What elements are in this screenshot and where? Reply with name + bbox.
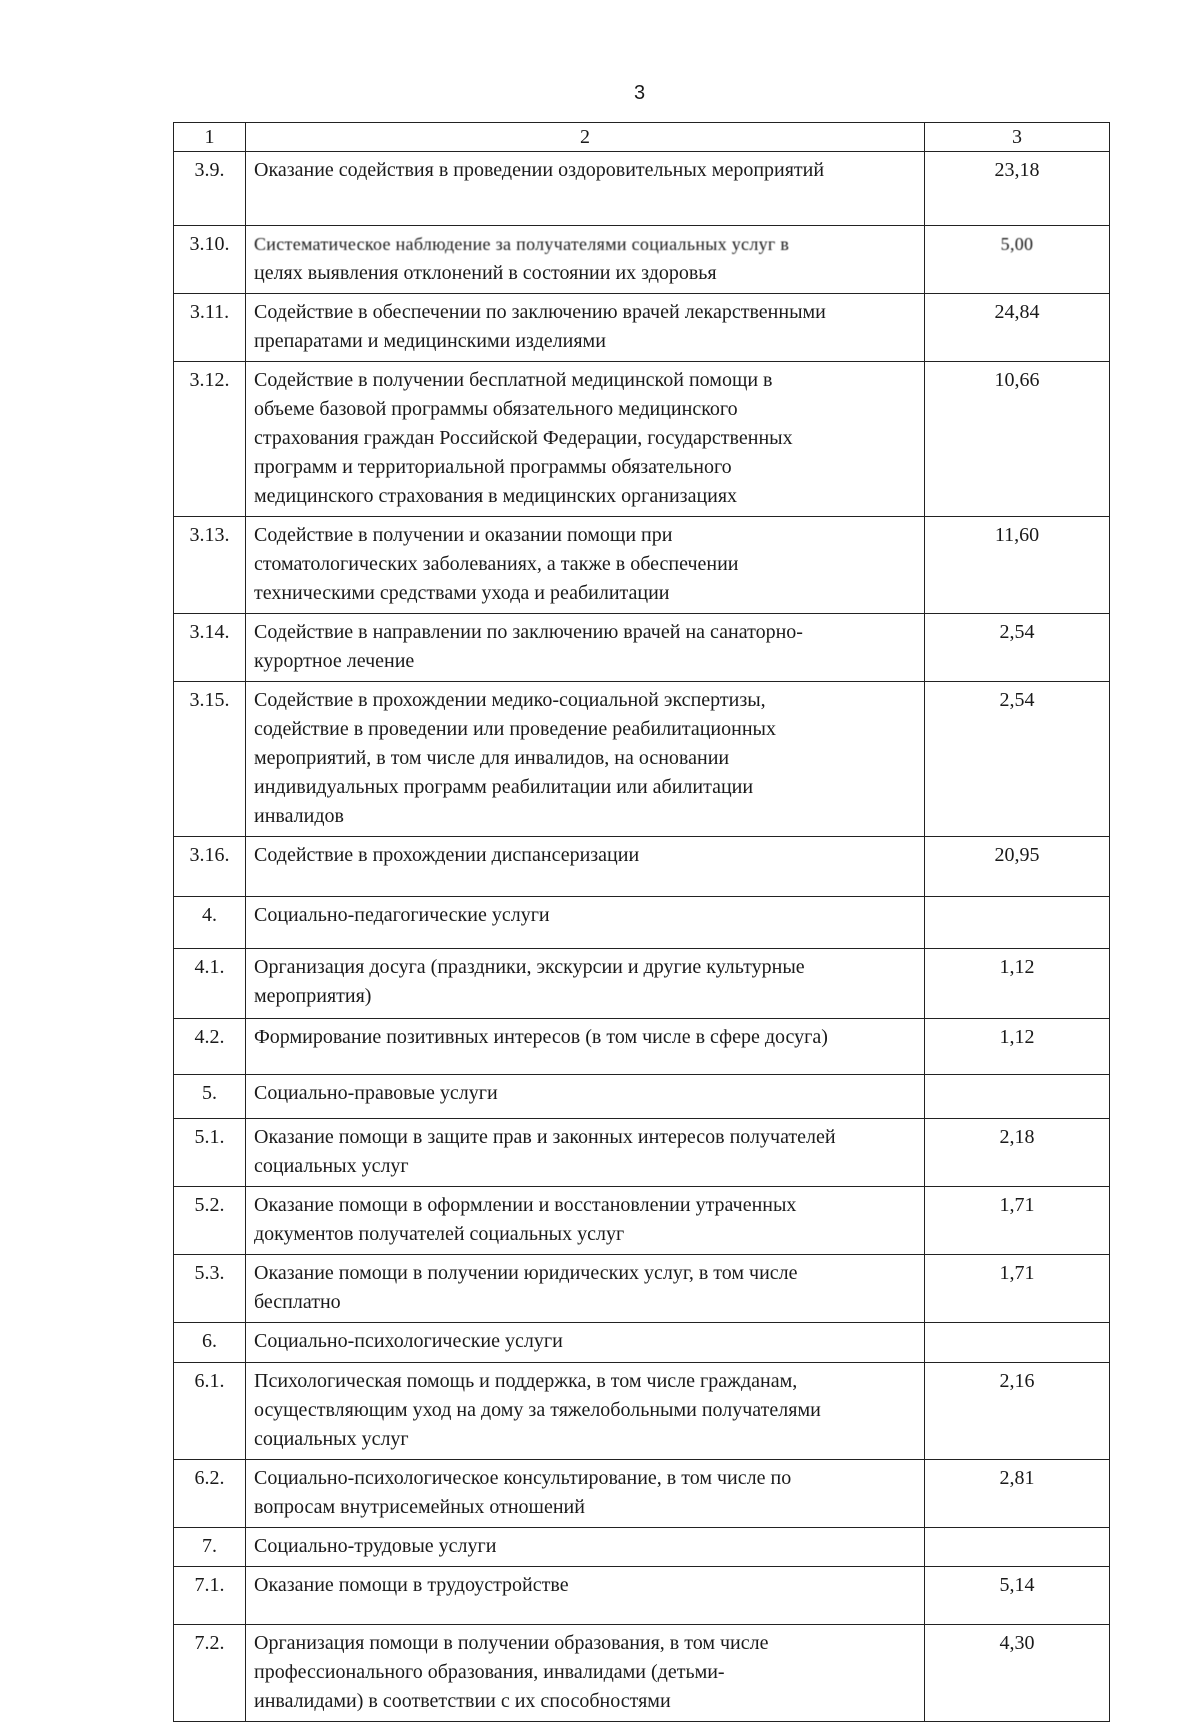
row-number: 3.11.: [174, 294, 246, 362]
table-row: [174, 614, 1110, 682]
tariff-value: 1,71: [925, 1187, 1110, 1255]
header-col-3: 3: [925, 123, 1110, 152]
tariff-value: 2,54: [925, 682, 1110, 837]
service-name-line: Оказание помощи в оформлении и восстановлении утраченных: [254, 1194, 797, 1216]
service-name-line: Систематическое наблюдение за получателями социальных услуг в: [254, 234, 790, 254]
tariff-value: 2,54: [925, 614, 1110, 682]
service-name-line: инвалидов: [254, 805, 344, 827]
service-name-line: объеме базовой программы обязательного медицинского: [254, 398, 738, 420]
row-number: 6.2.: [174, 1460, 246, 1528]
table-row: [174, 1363, 1110, 1460]
service-name-line: Формирование позитивных интересов (в том числе в сфере досуга): [254, 1026, 828, 1048]
table-row: [174, 152, 1110, 226]
service-name: [246, 1255, 925, 1323]
service-name: [246, 517, 925, 614]
table-row: [174, 517, 1110, 614]
tariff-value: [925, 897, 1110, 949]
service-name: [246, 1625, 925, 1722]
tariff-value: 1,12: [925, 949, 1110, 1019]
service-name-line: мероприятий, в том числе для инвалидов, на основании: [254, 747, 730, 769]
service-name-line: Организация досуга (праздники, экскурсии и другие культурные: [254, 956, 805, 978]
row-number: 5.2.: [174, 1187, 246, 1255]
table-row: [174, 1255, 1110, 1323]
service-name: [246, 226, 925, 294]
table-row: [174, 682, 1110, 837]
table-row: [174, 1187, 1110, 1255]
tariff-value: [925, 1528, 1110, 1567]
services-tariff-table: [173, 122, 1110, 1722]
service-name-line: стоматологических заболеваниях, а также в обеспечении: [254, 553, 739, 575]
section-row: [174, 1528, 1110, 1567]
table-row: [174, 1567, 1110, 1625]
service-name-line: курортное лечение: [254, 650, 415, 672]
service-name-line: Социально-педагогические услуги: [254, 904, 550, 926]
service-name-line: Содействие в получении бесплатной медицинской помощи в: [254, 369, 773, 391]
service-name-line: Социально-правовые услуги: [254, 1082, 498, 1104]
tariff-value: 1,71: [925, 1255, 1110, 1323]
row-number: 3.14.: [174, 614, 246, 682]
row-number: 4.2.: [174, 1019, 246, 1075]
section-title: [246, 897, 925, 949]
tariff-value: 2,81: [925, 1460, 1110, 1528]
row-number: 6.1.: [174, 1363, 246, 1460]
table-row: [174, 226, 1110, 294]
header-col-2: 2: [246, 123, 925, 152]
service-name-line: Оказание помощи в трудоустройстве: [254, 1574, 569, 1596]
service-name-line: бесплатно: [254, 1291, 341, 1313]
service-name: [246, 1363, 925, 1460]
service-name: [246, 362, 925, 517]
header-col-1: 1: [174, 123, 246, 152]
row-number: 5.1.: [174, 1119, 246, 1187]
row-number: 3.15.: [174, 682, 246, 837]
row-number: 3.13.: [174, 517, 246, 614]
table-row: [174, 949, 1110, 1019]
tariff-value: 23,18: [925, 152, 1110, 226]
tariff-value: 5,14: [925, 1567, 1110, 1625]
service-name-line: профессионального образования, инвалидами (детьми-: [254, 1661, 725, 1683]
tariff-value: 2,18: [925, 1119, 1110, 1187]
service-name-line: Оказание содействия в проведении оздоровительных мероприятий: [254, 159, 825, 181]
service-name-line: Содействие в получении и оказании помощи при: [254, 524, 673, 546]
table-row: [174, 1119, 1110, 1187]
service-name-line: индивидуальных программ реабилитации или абилитации: [254, 776, 754, 798]
row-number: 7.2.: [174, 1625, 246, 1722]
service-name: [246, 1019, 925, 1075]
service-name: [246, 1187, 925, 1255]
service-name: [246, 682, 925, 837]
service-name-line: Оказание помощи в получении юридических услуг, в том числе: [254, 1262, 798, 1284]
row-number: 3.16.: [174, 837, 246, 897]
service-name-line: осуществляющим уход на дому за тяжелобольными получателями: [254, 1399, 821, 1421]
tariff-value: 20,95: [925, 837, 1110, 897]
table-row: [174, 294, 1110, 362]
section-row: [174, 897, 1110, 949]
service-name-line: социальных услуг: [254, 1428, 409, 1450]
service-name-line: Социально-трудовые услуги: [254, 1535, 497, 1557]
tariff-value: 5,00: [925, 226, 1110, 294]
service-name-line: инвалидами) в соответствии с их способностями: [254, 1690, 671, 1712]
service-name-line: препаратами и медицинскими изделиями: [254, 330, 606, 352]
service-name: [246, 1567, 925, 1625]
service-name-line: Содействие в прохождении медико-социальной экспертизы,: [254, 689, 766, 711]
table-row: [174, 837, 1110, 897]
service-name-line: социальных услуг: [254, 1155, 409, 1177]
row-number: 4.: [174, 897, 246, 949]
service-name: [246, 837, 925, 897]
section-title: [246, 1323, 925, 1363]
service-name: [246, 949, 925, 1019]
service-name-line: целях выявления отклонений в состоянии их здоровья: [254, 262, 717, 284]
service-name-line: Содействие в обеспечении по заключению врачей лекарственными: [254, 301, 826, 323]
service-name-line: страхования граждан Российской Федерации, государственных: [254, 427, 793, 449]
service-name-line: Организация помощи в получении образования, в том числе: [254, 1632, 769, 1654]
table-row: [174, 1019, 1110, 1075]
service-name: [246, 294, 925, 362]
row-number: 4.1.: [174, 949, 246, 1019]
row-number: 3.12.: [174, 362, 246, 517]
service-name-line: Содействие в направлении по заключению врачей на санаторно-: [254, 621, 803, 643]
row-number: 7.: [174, 1528, 246, 1567]
row-number: 5.3.: [174, 1255, 246, 1323]
row-number: 3.9.: [174, 152, 246, 226]
row-number: 3.10.: [174, 226, 246, 294]
service-name: [246, 614, 925, 682]
service-name-line: Психологическая помощь и поддержка, в том числе гражданам,: [254, 1370, 798, 1392]
section-title: [246, 1075, 925, 1119]
service-name-line: документов получателей социальных услуг: [254, 1223, 625, 1245]
page-number: 3: [634, 82, 646, 104]
row-number: 5.: [174, 1075, 246, 1119]
section-title: [246, 1528, 925, 1567]
service-name-line: медицинского страхования в медицинских организациях: [254, 485, 738, 507]
tariff-value: 1,12: [925, 1019, 1110, 1075]
section-row: [174, 1075, 1110, 1119]
service-name-line: Оказание помощи в защите прав и законных интересов получателей: [254, 1126, 836, 1148]
tariff-value: 2,16: [925, 1363, 1110, 1460]
row-number: 6.: [174, 1323, 246, 1363]
row-number: 7.1.: [174, 1567, 246, 1625]
table-row: [174, 1460, 1110, 1528]
service-name: [246, 1460, 925, 1528]
tariff-value: [925, 1075, 1110, 1119]
service-name-line: содействие в проведении или проведение реабилитационных: [254, 718, 776, 740]
tariff-value: 24,84: [925, 294, 1110, 362]
tariff-value: 10,66: [925, 362, 1110, 517]
service-name-line: Социально-психологическое консультирование, в том числе по: [254, 1467, 792, 1489]
service-name-line: Содействие в прохождении диспансеризации: [254, 844, 640, 866]
service-name: [246, 1119, 925, 1187]
service-name-line: техническими средствами ухода и реабилитации: [254, 582, 670, 604]
service-name: [246, 152, 925, 226]
table-header-row: [174, 123, 1110, 152]
tariff-value: 4,30: [925, 1625, 1110, 1722]
service-name-line: мероприятия): [254, 985, 372, 1007]
service-name-line: вопросам внутрисемейных отношений: [254, 1496, 585, 1518]
table-row: [174, 362, 1110, 517]
service-name-line: программ и территориальной программы обязательного: [254, 456, 732, 478]
tariff-value: 11,60: [925, 517, 1110, 614]
tariff-value: [925, 1323, 1110, 1363]
table-row: [174, 1625, 1110, 1722]
service-name-line: Социально-психологические услуги: [254, 1330, 563, 1352]
section-row: [174, 1323, 1110, 1363]
